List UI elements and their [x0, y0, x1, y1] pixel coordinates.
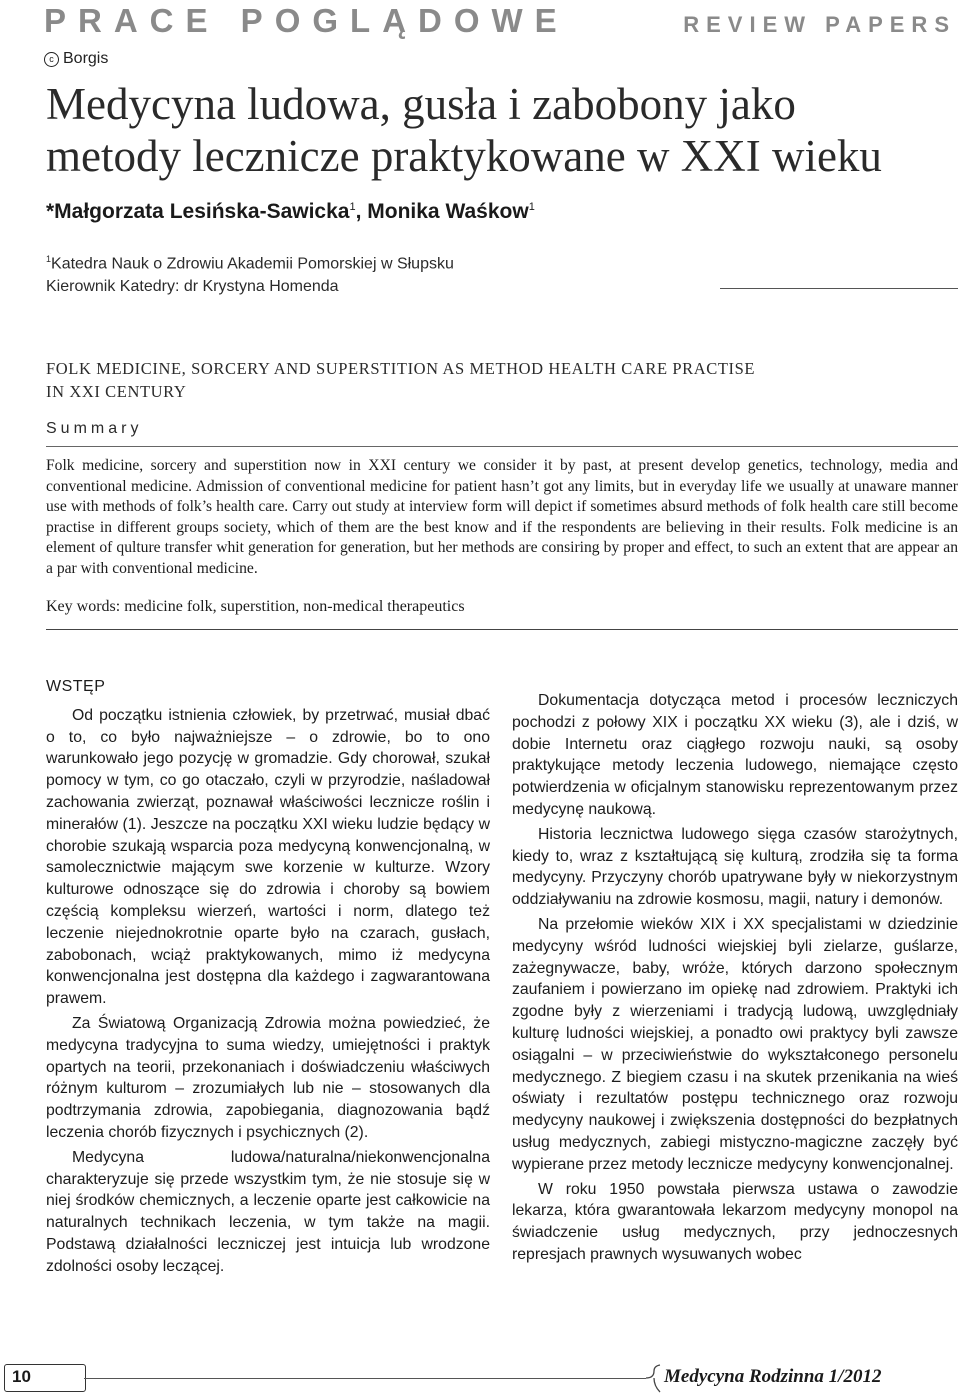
- section-label-english: REVIEW PAPERS: [683, 12, 956, 37]
- body-paragraph: Historia lecznictwa ludowego sięga czasów starożytnych, kiedy to, wraz z kształtującą się kulturą, zrodziła się ta forma medycyny. Przyczyny chorób upatrywane były w niekorzystnym oddziaływaniu na zdrowie kosmosu, magii, natury i demonów.: [512, 825, 958, 909]
- affiliation-line-1: Katedra Nauk o Zdrowiu Akademii Pomorskiej w Słupsku: [51, 255, 454, 273]
- article-title-line-1: Medycyna ludowa, gusła i zabobony jako: [46, 79, 796, 129]
- body-paragraph: Od początku istnienia człowiek, by przetrwać, musiał dbać o to, co było najważniejsze – o zdrowie, bo to ono warunkowało jego pozycję w gromadzie. Gdy chorował, szukał pomocy w tym, co go otaczało, czyli w przyrodzie, naśladował zachowania zwierząt, poznawał właściwości lecznicze roślin i minerałów (1). Jeszcze na początku XXI wieku ludzie będący w chorobie szukają wsparcia poza medycyną konwencjonalną, w samolecznictwie mającym swe korzenie w kulturze. Wzory kulturowe odnoszące się do zdrowia i choroby są bowiem częścią kompleksu wierzeń, wartości i norm, dlatego też leczenie niejednokrotnie oparte było na czarach, gusłach, zabobonach, wciąż praktykowanych, mimo iż medycyna konwencjonalna jest dostępna dla każdego i zagwarantowana prawem.: [46, 706, 490, 1008]
- abstract-text: Folk medicine, sorcery and superstition now in XXI century we consider it by past, at present develop genetics, technology, media and conventional medicine. Admission of conventional medicine for patient hasn’t got any limits, but in everyday life we usually at unaware manner use with methods of folk’s health care. Carry out study at interview form will depict if sometimes absurd methods of folk health care still become practise in different groups society, which of them are the best know and if the respondents are believing in their results. Folk medicine is an element of qulture transfer whit generation for generation, but her methods are consiring by proper and effect, to such an extent that are appear an a par with conventional medicine.: [46, 457, 958, 577]
- page-number: 10: [12, 1367, 31, 1386]
- article-title: [46, 78, 946, 182]
- article-title-line-2: metody lecznicze praktykowane w XXI wieku: [46, 131, 882, 181]
- section-label-polish: PRACE POGLĄDOWE: [44, 2, 569, 39]
- body-paragraph: Dokumentacja dotycząca metod i procesów leczniczych pochodzi z połowy XIX i początku XX wieku (3), ale i dziś, w dobie Internetu oraz ciągłego rozwoju nauki, są osoby praktykujące metody leczenia ludowego, niemające często potwierdzenia w oficjalnym stanowisku reprezentowanym przez medycynę naukową.: [512, 692, 958, 818]
- footer-bracket-icon: [646, 1364, 662, 1394]
- body-paragraph: Na przełomie wieków XIX i XX specjalistami w dziedzinie medycyny wśród ludności wiejskiej byli zielarze, guślarze, zażegnywacze, baby, wróże, których darzono społecznym zaufaniem i powierzano im opiekę nad zdrowiem. Praktyki ich zgodne były z wierzeniami i tradycją ludową, uwzględniały kulturę ludności wiejskiej, a ponadto owi praktycy byli zawsze osiągalni – w przeciwieństwie do wykształconego personelu medycznego. Z biegiem czasu i na skutek przenikania na wieś oświaty i rezultatów postępu technicznego oraz rozwoju medycyny naukowej i zwiększenia dostępności do bezpłatnych usług medycznych, zabiegi mistyczno-magiczne zaczęły być wypierane przez metody lecznicze medycyny konwencjonalnej.: [512, 915, 958, 1173]
- author-list: [46, 200, 535, 224]
- summary-divider: [46, 446, 958, 447]
- footer-divider: [84, 1378, 646, 1379]
- english-title: [46, 357, 906, 403]
- author-2: , Monika Waśkow: [355, 200, 529, 223]
- affiliation-line-2: Kierownik Katedry: dr Krystyna Homenda: [46, 278, 339, 296]
- english-title-line-1: FOLK MEDICINE, SORCERY AND SUPERSTITION AS METHOD HEALTH CARE PRACTISE: [46, 359, 756, 378]
- journal-name: Medycyna Rodzinna 1/2012: [664, 1366, 882, 1387]
- affiliation-divider: [720, 288, 958, 289]
- body-column-right: [512, 690, 958, 1269]
- keywords-divider: [46, 629, 958, 630]
- body-paragraph: W roku 1950 powstała pierwsza ustawa o zawodzie lekarza, która gwarantowała lekarzom medycyny monopol na świadczenie usług medycznych, przy jednoczesnych represjach prawnych wysuwanych wobec: [512, 1180, 958, 1263]
- body-paragraph: Za Światową Organizacją Zdrowia można powiedzieć, że medycyna tradycyjna to suma wiedzy, umiejętności i praktyk opartych na teorii, przekonaniach i doświadczeniu właściwych różnym kulturom – zrozumiałych lub nie – stosowanych dla podtrzymania zdrowia, zapobiegania, diagnozowania bądź leczenia chorób fizycznych i psychicznych (2).: [46, 1014, 490, 1141]
- publisher-name: Borgis: [63, 50, 109, 67]
- copyright-icon: c: [44, 52, 59, 67]
- affiliation: [46, 248, 454, 298]
- author-1-affiliation-mark: 1: [349, 201, 356, 213]
- affiliation-mark: 1: [46, 254, 52, 264]
- body-paragraph: Medycyna ludowa/naturalna/niekonwencjonalna charakteryzuje się przede wszystkim tym, że nie stosuje się w niej środków chemicznych, a leczenie oparte jest całkowicie na naturalnych technikach leczenia, w tym także na magii. Podstawą działalności leczniczej jest intuicja lub wrodzone zdolności osoby leczącej.: [46, 1148, 490, 1275]
- author-2-affiliation-mark: 1: [528, 201, 535, 213]
- section-heading-introduction: WSTĘP: [46, 678, 106, 695]
- keywords: Key words: medicine folk, superstition, non-medical therapeutics: [46, 598, 465, 615]
- copyright-line: [44, 50, 108, 68]
- summary-heading: Summary: [46, 420, 143, 437]
- body-column-left: [46, 676, 490, 1281]
- english-title-line-2: IN XXI CENTURY: [46, 382, 187, 401]
- author-1: *Małgorzata Lesińska-Sawicka: [46, 200, 350, 223]
